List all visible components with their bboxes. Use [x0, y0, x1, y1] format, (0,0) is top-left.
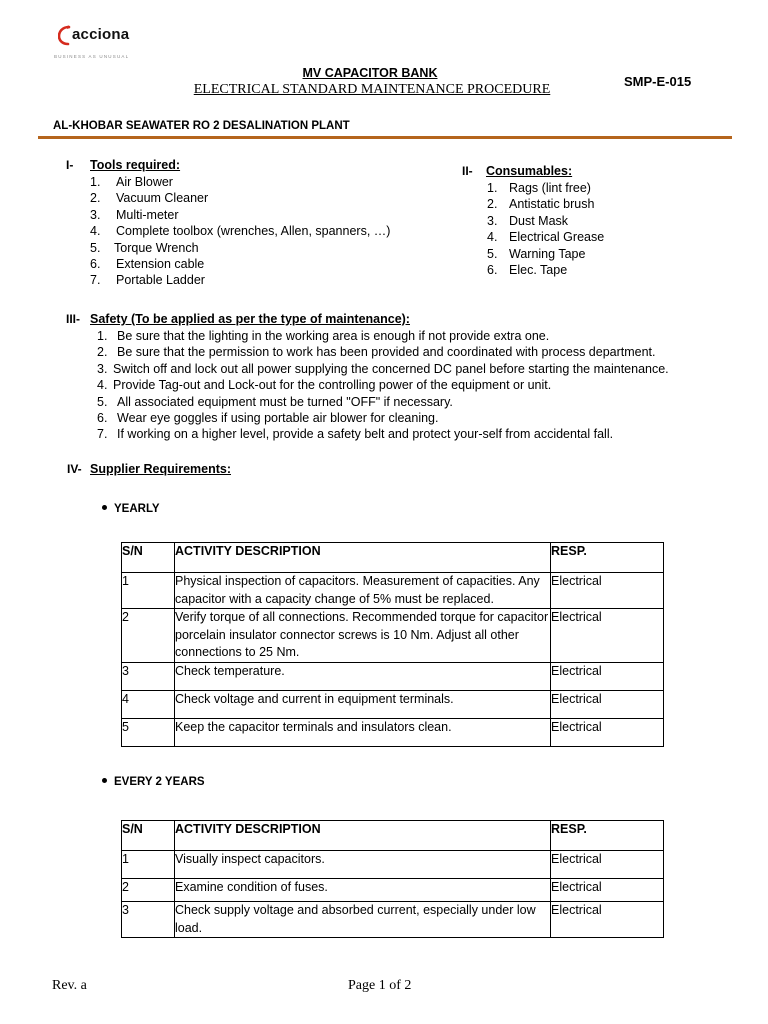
list-item: 1. Be sure that the lighting in the working area is enough if not provide extra one.: [97, 329, 550, 343]
column-header: S/N: [122, 821, 175, 851]
plant-name: AL-KHOBAR SEAWATER RO 2 DESALINATION PLANT: [53, 120, 350, 132]
table-cell: Check supply voltage and absorbed current, especially under low load.: [175, 902, 551, 938]
safety-title: Safety (To be applied as per the type of maintenance):: [90, 312, 410, 326]
list-item: 6. Elec. Tape: [487, 262, 568, 277]
yearly-heading: YEARLY: [102, 503, 160, 515]
table-cell: 3: [122, 902, 175, 938]
section-iv-label: IV-: [67, 462, 82, 476]
logo-tagline: BUSINESS AS UNUSUAL: [54, 54, 130, 59]
table-row: [122, 902, 664, 938]
table-cell: Check temperature.: [175, 662, 551, 690]
table-row: [122, 851, 664, 879]
table-cell: Examine condition of fuses.: [175, 879, 551, 902]
list-item: 5. Torque Wrench: [90, 240, 199, 255]
table-cell: Verify torque of all connections. Recommended torque for capacitor porcelain insulator connector screws is 10 Nm. Adjust all other connections to 25 Nm.: [175, 609, 551, 663]
every-2-years-table: [121, 820, 664, 938]
logo-wordmark: acciona: [72, 26, 130, 43]
column-header: RESP.: [551, 543, 664, 573]
table-row: [122, 718, 664, 746]
table-cell: 1: [122, 573, 175, 609]
list-item: 4. Complete toolbox (wrenches, Allen, spanners, …): [90, 224, 391, 239]
section-i-label: I-: [66, 158, 74, 172]
table-cell: Electrical: [551, 851, 664, 879]
document-code: SMP-E-015: [624, 74, 692, 89]
list-item: 6. Wear eye goggles if using portable air blower for cleaning.: [97, 410, 439, 425]
table-cell: Electrical: [551, 690, 664, 718]
table-cell: 1: [122, 851, 175, 879]
column-header: ACTIVITY DESCRIPTION: [175, 821, 551, 851]
column-header: RESP.: [551, 821, 664, 851]
column-header: S/N: [122, 543, 175, 573]
table-cell: Physical inspection of capacitors. Measurement of capacities. Any capacitor with a capacity change of 5% must be replaced.: [175, 573, 551, 609]
bullet-icon: [102, 505, 107, 510]
list-item: 1. Air Blower: [90, 175, 173, 189]
table-cell: Electrical: [551, 902, 664, 938]
list-item: 7. Portable Ladder: [90, 273, 205, 288]
section-ii-label: II-: [462, 164, 473, 178]
table-cell: Check voltage and current in equipment terminals.: [175, 690, 551, 718]
table-cell: 3: [122, 662, 175, 690]
list-item: 3. Switch off and lock out all power supplying the concerned DC panel before starting the maintenance.: [97, 361, 669, 376]
table-row: [122, 690, 664, 718]
list-item: 4. Electrical Grease: [487, 230, 605, 245]
section-iii-label: III-: [66, 312, 80, 326]
tools-title: Tools required:: [90, 158, 181, 172]
list-item: 2. Antistatic brush: [487, 197, 595, 212]
list-item: 4. Provide Tag-out and Lock-out for the controlling power of the equipment or unit.: [97, 378, 552, 393]
company-logo: [54, 22, 174, 64]
document-subtitle: ELECTRICAL STANDARD MAINTENANCE PROCEDURE: [193, 82, 551, 97]
consumables-list: [487, 180, 604, 278]
list-item: 3. Multi-meter: [90, 207, 179, 222]
list-item: 5. Warning Tape: [487, 246, 586, 261]
table-header-row: [122, 543, 664, 573]
table-row: [122, 662, 664, 690]
list-item: 1. Rags (lint free): [487, 181, 591, 195]
safety-list: [97, 328, 669, 443]
bullet-icon: [102, 778, 107, 783]
list-item: 7. If working on a higher level, provide a safety belt and protect your-self from accidental fall.: [97, 427, 614, 442]
tools-list: [90, 174, 390, 289]
table-cell: Visually inspect capacitors.: [175, 851, 551, 879]
table-cell: Electrical: [551, 609, 664, 663]
table-cell: Keep the capacitor terminals and insulators clean.: [175, 718, 551, 746]
table-cell: Electrical: [551, 879, 664, 902]
list-item: 6. Extension cable: [90, 256, 205, 271]
list-item: 2. Vacuum Cleaner: [90, 191, 209, 206]
table-cell: 5: [122, 718, 175, 746]
list-item: 2. Be sure that the permission to work has been provided and coordinated with process department.: [97, 345, 656, 360]
header-divider: [38, 136, 732, 139]
table-row: [122, 879, 664, 902]
list-item: 5. All associated equipment must be turned "OFF" if necessary.: [97, 394, 453, 409]
table-row: [122, 573, 664, 609]
table-cell: Electrical: [551, 718, 664, 746]
consumables-title: Consumables:: [486, 164, 573, 178]
table-cell: 2: [122, 879, 175, 902]
supplier-title: Supplier Requirements:: [90, 462, 231, 476]
document-title: MV CAPACITOR BANK: [302, 66, 438, 80]
every-2-years-heading: EVERY 2 YEARS: [102, 776, 205, 788]
revision-label: Rev. a: [52, 978, 87, 993]
table-cell: 4: [122, 690, 175, 718]
list-item: 3. Dust Mask: [487, 213, 569, 228]
table-cell: 2: [122, 609, 175, 663]
table-header-row: [122, 821, 664, 851]
table-cell: Electrical: [551, 573, 664, 609]
yearly-table: [121, 542, 664, 747]
page-number: Page 1 of 2: [348, 978, 412, 993]
column-header: ACTIVITY DESCRIPTION: [175, 543, 551, 573]
table-row: [122, 609, 664, 663]
table-cell: Electrical: [551, 662, 664, 690]
